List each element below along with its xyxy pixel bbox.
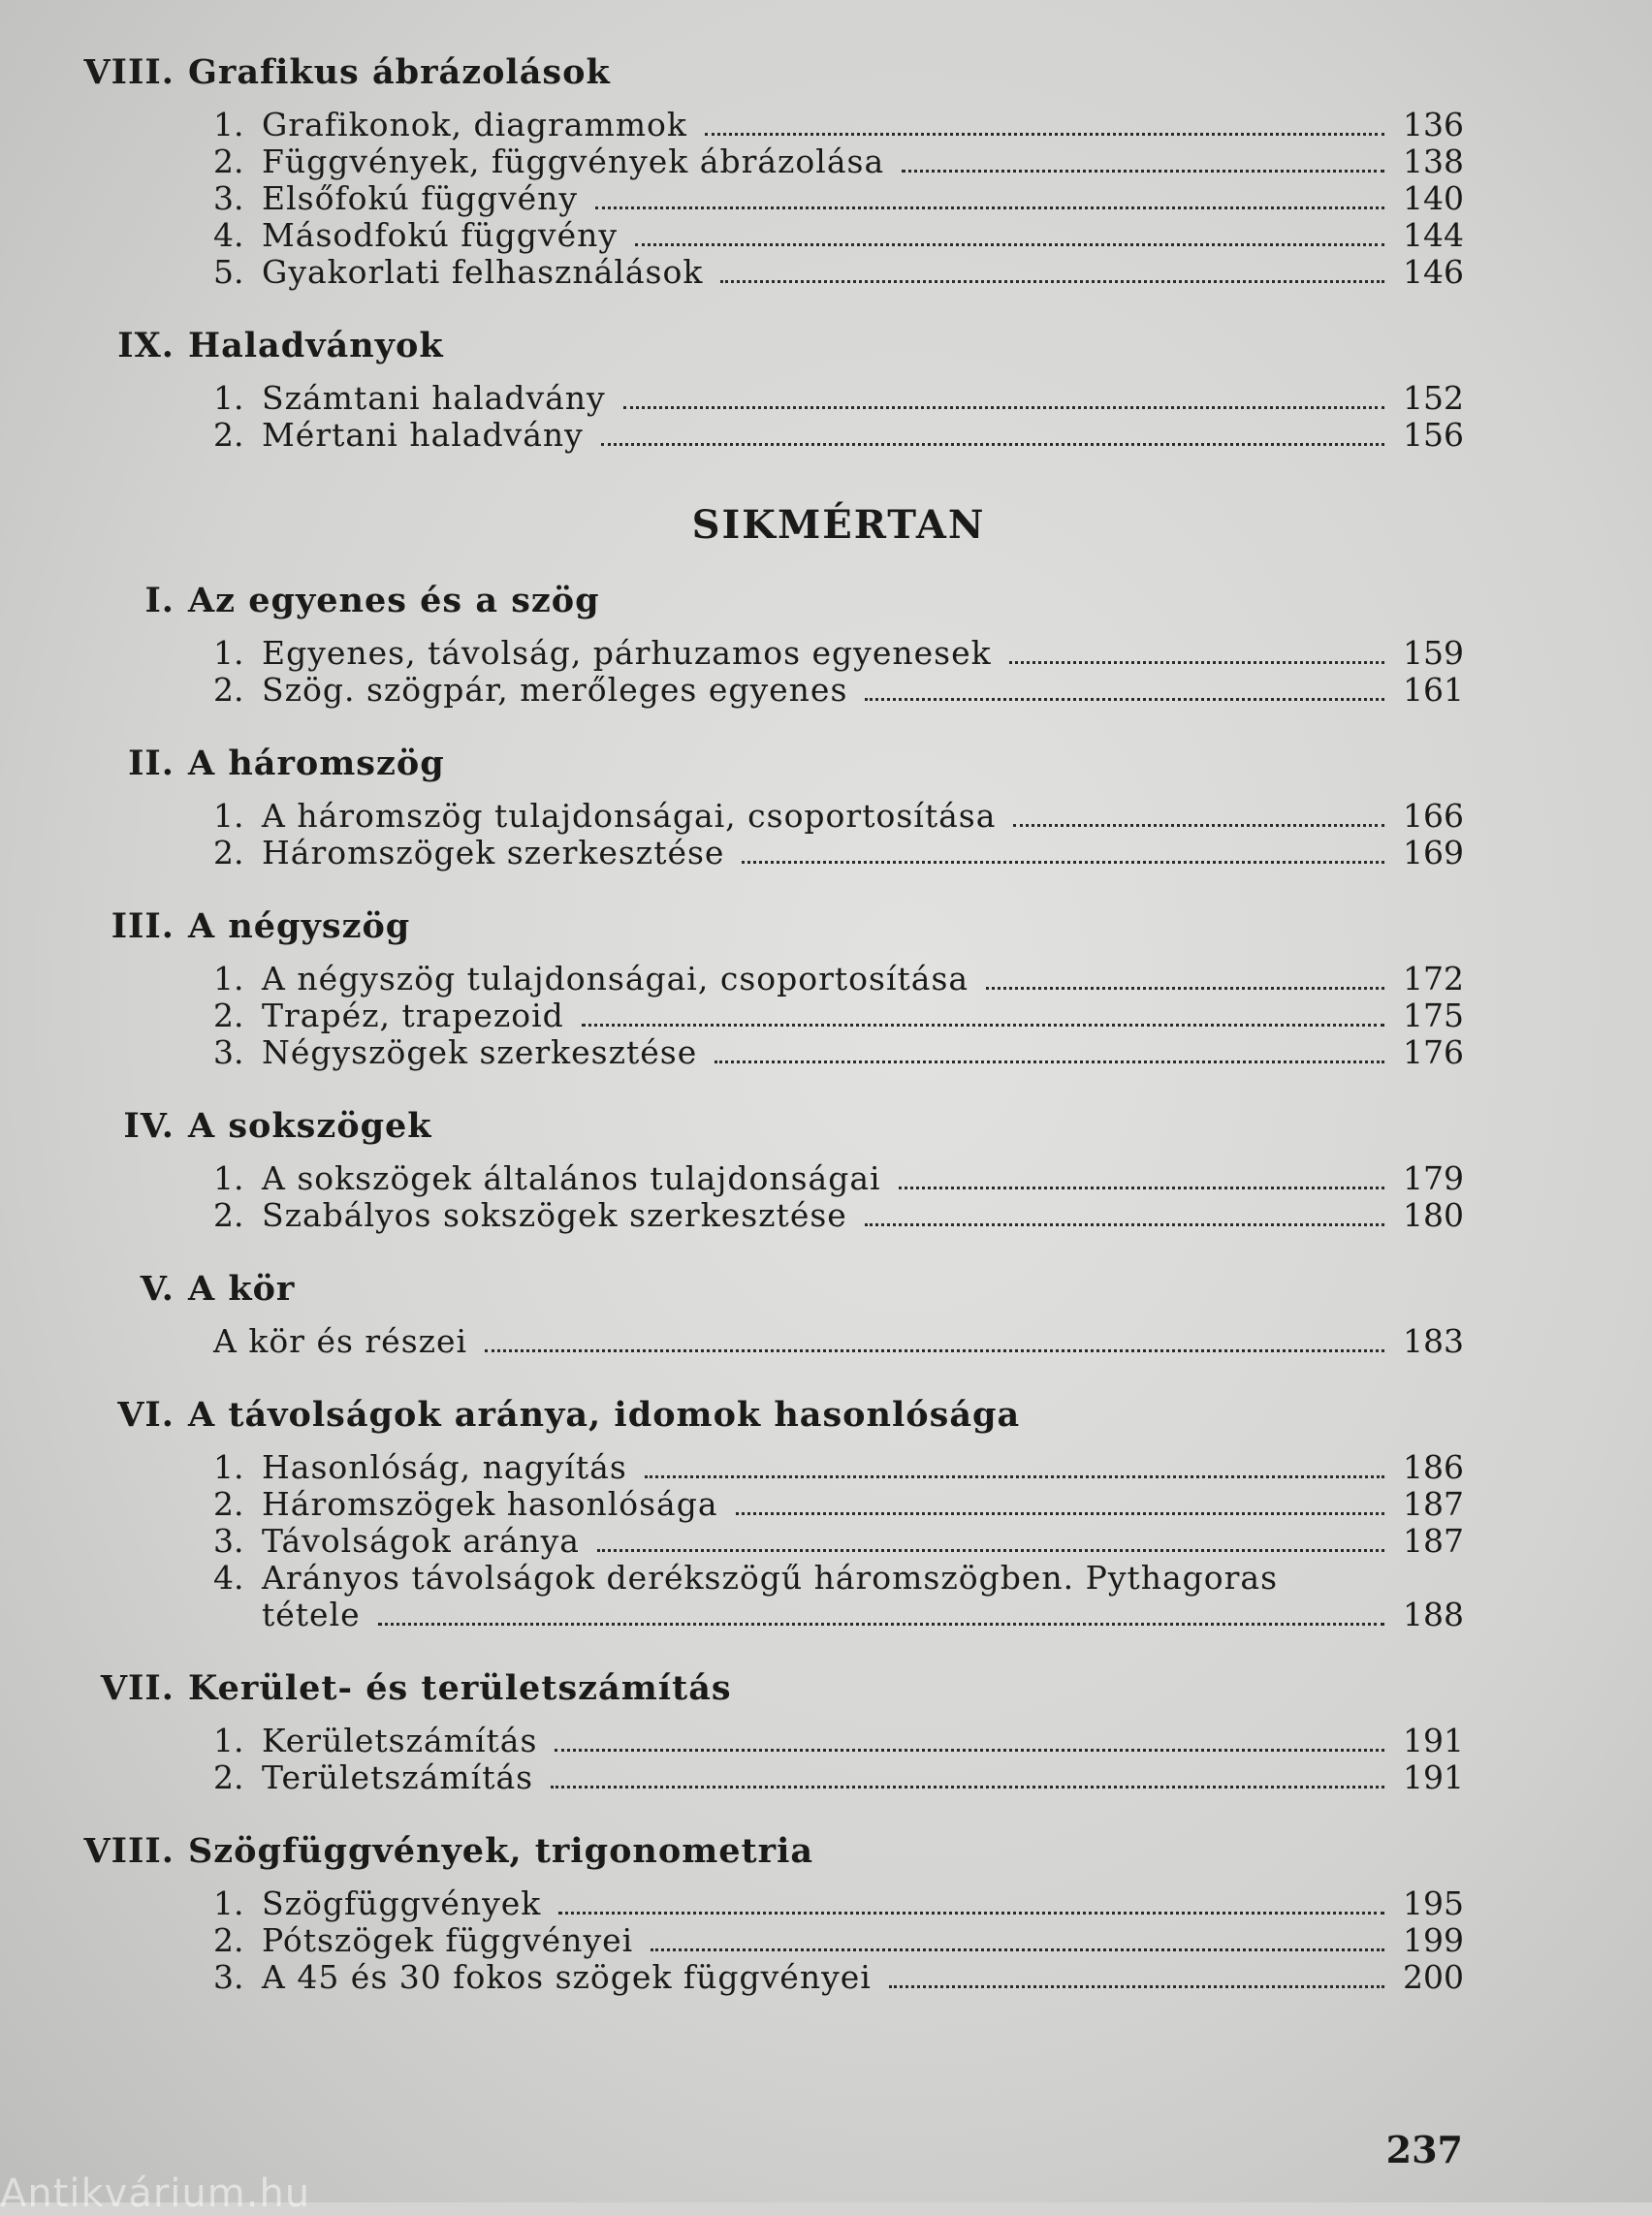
section-number: VIII. <box>83 1831 175 1871</box>
entry-number: 2. <box>213 416 244 454</box>
section-number: V. <box>140 1269 175 1309</box>
section-title: A távolságok aránya, idomok hasonlósága <box>188 1395 1021 1435</box>
entry-page: 146 <box>1403 253 1464 291</box>
section-number: VI. <box>117 1395 175 1435</box>
toc-section-ii <box>68 740 1464 871</box>
entry-page: 138 <box>1403 142 1464 180</box>
section-heading <box>68 1391 1464 1440</box>
entry-label-line1: Arányos távolságok derékszögű háromszögben. Pythagoras <box>262 1559 1279 1597</box>
entry-number: 1. <box>213 1159 244 1197</box>
toc-section-v <box>68 1265 1464 1360</box>
toc-entry[interactable] <box>68 107 1464 143</box>
dot-leader <box>558 1911 1384 1915</box>
entry-number: 3. <box>213 1522 244 1560</box>
toc-section-viii-top <box>68 48 1464 291</box>
entry-number: 4. <box>213 1559 244 1597</box>
entry-label: Egyenes, távolság, párhuzamos egyenesek <box>262 634 992 672</box>
entry-label: Kerületszámítás <box>262 1722 538 1759</box>
toc-entry[interactable] <box>68 835 1464 871</box>
entry-page: 156 <box>1403 416 1464 454</box>
toc-entry[interactable] <box>68 254 1464 291</box>
dot-leader <box>736 1511 1384 1515</box>
page-number: 237 <box>1385 2128 1463 2171</box>
entry-label: A kör és részei <box>213 1322 468 1360</box>
entry-number: 1. <box>213 1448 244 1486</box>
toc-entry[interactable] <box>68 1197 1464 1234</box>
section-heading <box>68 1265 1464 1314</box>
toc-entry-multiline[interactable] <box>68 1560 1464 1633</box>
entry-label: Számtani haladvány <box>262 379 606 417</box>
toc-entry[interactable] <box>68 1959 1464 1996</box>
toc-section-i <box>68 577 1464 709</box>
toc-entry[interactable] <box>68 1034 1464 1071</box>
entry-page: 195 <box>1403 1884 1464 1922</box>
part-title: SIKMÉRTAN <box>691 502 986 548</box>
toc-entry[interactable] <box>68 1323 1464 1360</box>
entry-label: Négyszögek szerkesztése <box>262 1033 698 1071</box>
entry-number: 1. <box>213 797 244 835</box>
toc-entry[interactable] <box>68 217 1464 254</box>
toc-section-iv <box>68 1102 1464 1234</box>
entry-label: Területszámítás <box>262 1758 534 1796</box>
entry-page: 200 <box>1403 1958 1464 1996</box>
dot-leader <box>378 1622 1384 1626</box>
section-heading <box>68 48 1464 97</box>
dot-leader <box>601 442 1384 446</box>
entry-number: 2. <box>213 1758 244 1796</box>
entry-label: Hasonlóság, nagyítás <box>262 1448 627 1486</box>
entry-page: 175 <box>1403 997 1464 1034</box>
toc-entry[interactable] <box>68 180 1464 217</box>
section-title: Az egyenes és a szög <box>188 581 600 620</box>
dot-leader <box>555 1748 1384 1752</box>
dot-leader <box>720 279 1384 283</box>
dot-leader <box>651 1947 1384 1951</box>
section-title: A négyszög <box>188 906 411 946</box>
section-title: A sokszögek <box>188 1106 432 1146</box>
entry-label: Szabályos sokszögek szerkesztése <box>262 1196 847 1234</box>
entry-page: 166 <box>1403 797 1464 835</box>
dot-leader <box>1009 660 1384 664</box>
entry-number: 2. <box>213 1921 244 1959</box>
entry-page: 187 <box>1403 1485 1464 1523</box>
section-heading <box>68 1827 1464 1876</box>
entry-number: 2. <box>213 1485 244 1523</box>
entry-page: 172 <box>1403 960 1464 997</box>
section-number: IX. <box>117 326 175 365</box>
dot-leader <box>582 1023 1384 1027</box>
toc-entry[interactable] <box>68 997 1464 1034</box>
section-heading <box>68 1102 1464 1151</box>
entry-label: Elsőfokú függvény <box>262 179 579 217</box>
entry-number: 1. <box>213 1884 244 1922</box>
entry-label: Gyakorlati felhasználások <box>262 253 704 291</box>
section-title: Haladványok <box>188 326 444 365</box>
entry-number: 2. <box>213 671 244 709</box>
entry-page: 179 <box>1403 1159 1464 1197</box>
entry-label-line2: tétele <box>262 1596 361 1633</box>
section-number: VIII. <box>83 52 175 92</box>
entry-page: 180 <box>1403 1196 1464 1234</box>
entry-page: 161 <box>1403 671 1464 709</box>
entry-label: Pótszögek függvényei <box>262 1921 634 1959</box>
entry-page: 144 <box>1403 216 1464 254</box>
entry-label: A sokszögek általános tulajdonságai <box>262 1159 881 1197</box>
entry-number: 2. <box>213 997 244 1034</box>
entry-page: 191 <box>1403 1722 1464 1759</box>
entry-page: 140 <box>1403 179 1464 217</box>
dot-leader <box>742 860 1384 864</box>
dot-leader <box>635 242 1384 246</box>
toc-entry[interactable] <box>68 380 1464 417</box>
dot-leader <box>899 1186 1384 1189</box>
toc-entry[interactable] <box>68 961 1464 997</box>
section-heading <box>68 902 1464 951</box>
section-number: III. <box>111 906 175 946</box>
entry-page: 176 <box>1403 1033 1464 1071</box>
section-heading <box>68 577 1464 625</box>
entry-number: 1. <box>213 379 244 417</box>
entry-number: 2. <box>213 1196 244 1234</box>
dot-leader <box>597 1548 1384 1552</box>
section-title: A kör <box>188 1269 296 1309</box>
toc-entry[interactable] <box>68 798 1464 835</box>
entry-number: 1. <box>213 106 244 143</box>
dot-leader <box>705 132 1384 136</box>
toc-entry[interactable] <box>68 1523 1464 1560</box>
toc-entry[interactable] <box>68 417 1464 454</box>
dot-leader <box>595 206 1384 209</box>
entry-label: A négyszög tulajdonságai, csoportosítása <box>262 960 969 997</box>
dot-leader <box>865 697 1384 701</box>
toc-entry[interactable] <box>68 1922 1464 1959</box>
dot-leader <box>645 1474 1384 1478</box>
entry-label: Mértani haladvány <box>262 416 584 454</box>
entry-label: A háromszög tulajdonságai, csoportosítása <box>262 797 997 835</box>
entry-label: Másodfokú függvény <box>262 216 618 254</box>
section-heading <box>68 1664 1464 1713</box>
section-heading <box>68 322 1464 370</box>
toc-entry[interactable] <box>68 1486 1464 1523</box>
entry-page: 136 <box>1403 106 1464 143</box>
toc-entry[interactable] <box>68 1160 1464 1197</box>
toc-section-ix <box>68 322 1464 454</box>
toc-entry[interactable] <box>68 1759 1464 1796</box>
entry-label: Trapéz, trapezoid <box>262 997 564 1034</box>
entry-label: Háromszögek hasonlósága <box>262 1485 718 1523</box>
entry-page: 188 <box>1403 1596 1464 1633</box>
entry-number: 3. <box>213 1033 244 1071</box>
entry-page: 199 <box>1403 1921 1464 1959</box>
toc-entry[interactable] <box>68 1885 1464 1922</box>
entry-page: 191 <box>1403 1758 1464 1796</box>
dot-leader <box>715 1060 1384 1063</box>
section-title: Szögfüggvények, trigonometria <box>188 1831 814 1871</box>
entry-page: 169 <box>1403 834 1464 871</box>
toc-entry[interactable] <box>68 143 1464 180</box>
entry-page: 152 <box>1403 379 1464 417</box>
toc-section-vi <box>68 1391 1464 1633</box>
entry-label: Szögfüggvények <box>262 1884 542 1922</box>
section-number: IV. <box>123 1106 175 1146</box>
entry-number: 3. <box>213 1958 244 1996</box>
entry-number: 1. <box>213 960 244 997</box>
dot-leader <box>986 986 1384 990</box>
table-of-contents <box>68 48 1464 2027</box>
entry-label: Függvények, függvények ábrázolása <box>262 142 885 180</box>
section-heading <box>68 740 1464 788</box>
entry-label: Távolságok aránya <box>262 1522 580 1560</box>
entry-number: 5. <box>213 253 244 291</box>
dot-leader <box>1013 823 1384 827</box>
entry-number: 1. <box>213 634 244 672</box>
toc-entry[interactable] <box>68 1723 1464 1759</box>
entry-number: 2. <box>213 142 244 180</box>
toc-entry[interactable] <box>68 635 1464 672</box>
entry-page: 187 <box>1403 1522 1464 1560</box>
toc-section-viii-geo <box>68 1827 1464 1996</box>
section-number: II. <box>128 744 175 783</box>
entry-label: Szög. szögpár, merőleges egyenes <box>262 671 848 709</box>
entry-page: 186 <box>1403 1448 1464 1486</box>
toc-section-vii <box>68 1664 1464 1796</box>
dot-leader <box>902 169 1384 173</box>
entry-label: Grafikonok, diagrammok <box>262 106 687 143</box>
section-number: I. <box>144 581 175 620</box>
entry-page: 159 <box>1403 634 1464 672</box>
entry-label: A 45 és 30 fokos szögek függvényei <box>262 1958 872 1996</box>
toc-entry[interactable] <box>68 1449 1464 1486</box>
section-number: VII. <box>100 1668 175 1708</box>
entry-number: 2. <box>213 834 244 871</box>
dot-leader <box>551 1785 1384 1789</box>
section-title: Grafikus ábrázolások <box>188 52 611 92</box>
dot-leader <box>865 1222 1384 1226</box>
watermark: Antikvárium.hu <box>0 2171 311 2216</box>
entry-number: 1. <box>213 1722 244 1759</box>
section-title: Kerület- és területszámítás <box>188 1668 732 1708</box>
dot-leader <box>485 1348 1384 1352</box>
dot-leader <box>889 1984 1384 1988</box>
entry-label: Háromszögek szerkesztése <box>262 834 725 871</box>
section-title: A háromszög <box>188 744 445 783</box>
dot-leader <box>623 405 1384 409</box>
toc-entry[interactable] <box>68 672 1464 709</box>
entry-number: 3. <box>213 179 244 217</box>
entry-label-wrap <box>262 1560 1396 1633</box>
entry-number: 4. <box>213 216 244 254</box>
entry-page: 183 <box>1403 1322 1464 1360</box>
toc-section-iii <box>68 902 1464 1071</box>
